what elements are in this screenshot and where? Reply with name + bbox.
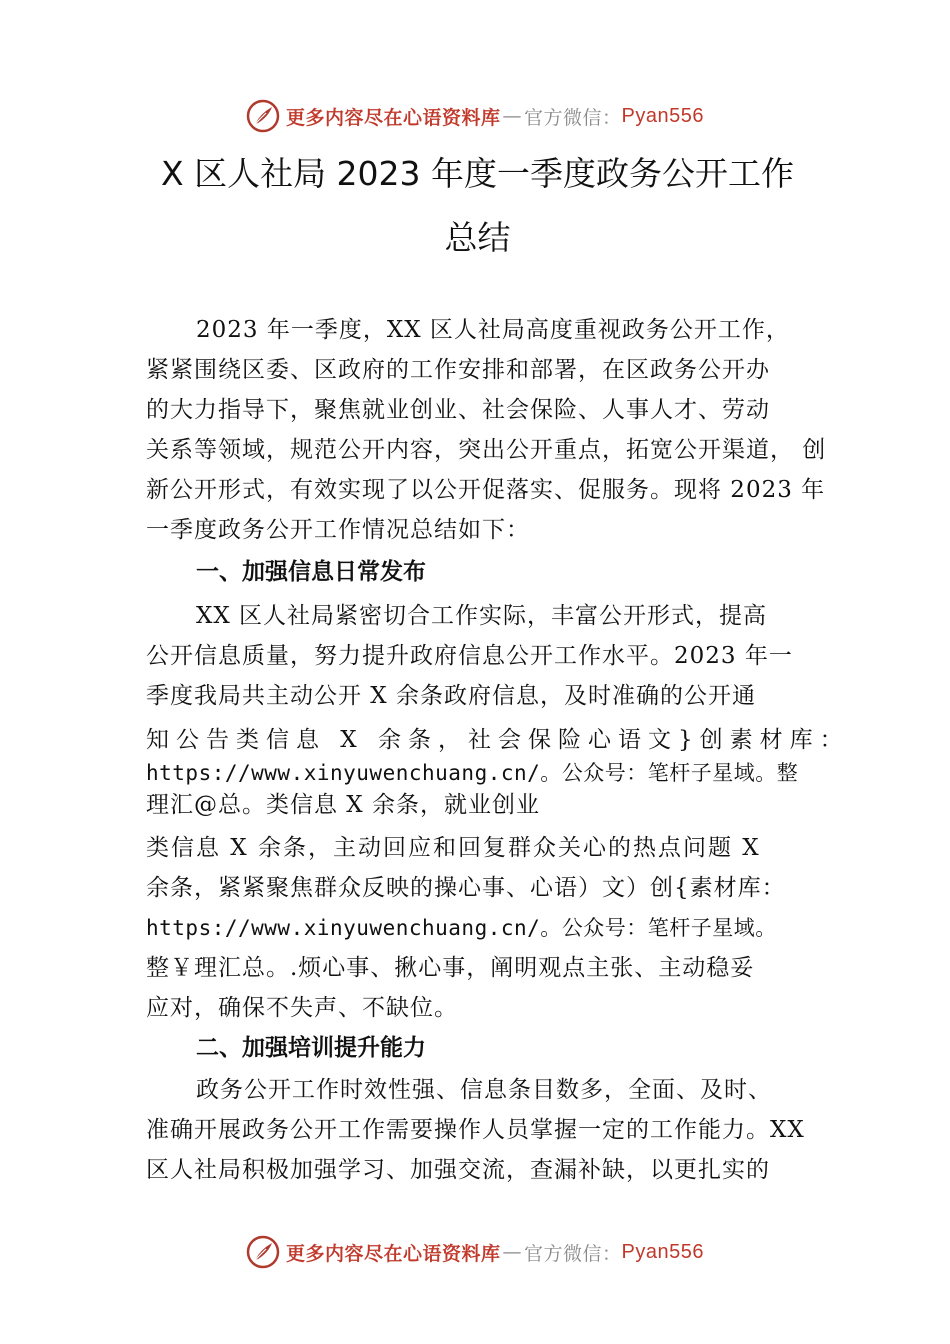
banner-brand: 更多内容尽在心语资料库 bbox=[286, 1242, 501, 1265]
banner-label: 官方微信： bbox=[524, 1242, 622, 1265]
intro-line: 的大力指导下，聚焦就业创业、社会保险、人事人才、劳动 bbox=[146, 397, 770, 423]
paragraph-line: 知公告类信息 X 余条，社会保险心语文}创素材库： bbox=[146, 727, 850, 753]
intro-line: 紧紧围绕区委、区政府的工作安排和部署，在区政务公开办 bbox=[146, 357, 770, 383]
banner-label: 官方微信： bbox=[524, 106, 622, 129]
paragraph-line: 理汇@总。类信息 X 余条，就业创业 bbox=[146, 792, 540, 818]
page-title: X 区人社局 2023 年度一季度政务公开工作 bbox=[160, 154, 795, 193]
paragraph-line: 公开信息质量，努力提升政府信息公开工作水平。2023 年一 bbox=[146, 643, 793, 669]
quill-logo-icon bbox=[246, 1235, 280, 1269]
paragraph-line: 政务公开工作时效性强、信息条目数多，全面、及时、 bbox=[196, 1077, 772, 1103]
intro-line: 2023 年一季度，XX 区人社局高度重视政务公开工作， bbox=[196, 317, 790, 343]
banner-brand: 更多内容尽在心语资料库 bbox=[286, 106, 501, 129]
section-heading: 二、加强培训提升能力 bbox=[196, 1035, 426, 1061]
paragraph-line: https://www.xinyuwenchuang.cn/。公众号：笔杆子星域。 bbox=[146, 916, 777, 940]
header-banner bbox=[0, 96, 950, 136]
paragraph-line: 季度我局共主动公开 X 余条政府信息，及时准确的公开通 bbox=[146, 683, 756, 709]
banner-wechat-id: Pyan556 bbox=[621, 1240, 704, 1263]
banner-wechat-id: Pyan556 bbox=[621, 104, 704, 127]
footer-banner bbox=[0, 1232, 950, 1272]
paragraph-line: 整￥理汇总。.烦心事、揪心事，阐明观点主张、主动稳妥 bbox=[146, 955, 755, 981]
paragraph-line: 应对，确保不失声、不缺位。 bbox=[146, 995, 458, 1021]
section-heading: 一、加强信息日常发布 bbox=[196, 559, 426, 585]
quill-logo-icon bbox=[246, 99, 280, 133]
paragraph-line: 准确开展政务公开工作需要操作人员掌握一定的工作能力。XX bbox=[146, 1117, 805, 1143]
paragraph-line: XX 区人社局紧密切合工作实际，丰富公开形式，提高 bbox=[196, 603, 768, 629]
page-title-line2: 总结 bbox=[444, 218, 511, 257]
intro-line: 一季度政务公开工作情况总结如下： bbox=[146, 517, 530, 543]
intro-line: 新公开形式，有效实现了以公开促落实、促服务。现将 2023 年 bbox=[146, 477, 826, 503]
paragraph-line: https://www.xinyuwenchuang.cn/。公众号：笔杆子星域。整 bbox=[146, 761, 799, 785]
paragraph-line: 区人社局积极加强学习、加强交流，查漏补缺，以更扎实的 bbox=[146, 1157, 770, 1183]
paragraph-line: 类信息 X 余条，主动回应和回复群众关心的热点问题 X bbox=[146, 835, 761, 861]
paragraph-line: 余条，紧紧聚焦群众反映的操心事、心语）文）创{素材库： bbox=[146, 875, 786, 901]
banner-dash: — bbox=[502, 1241, 523, 1263]
banner-dash: — bbox=[502, 105, 523, 127]
intro-line: 关系等领域，规范公开内容，突出公开重点，拓宽公开渠道， 创 bbox=[146, 437, 827, 463]
